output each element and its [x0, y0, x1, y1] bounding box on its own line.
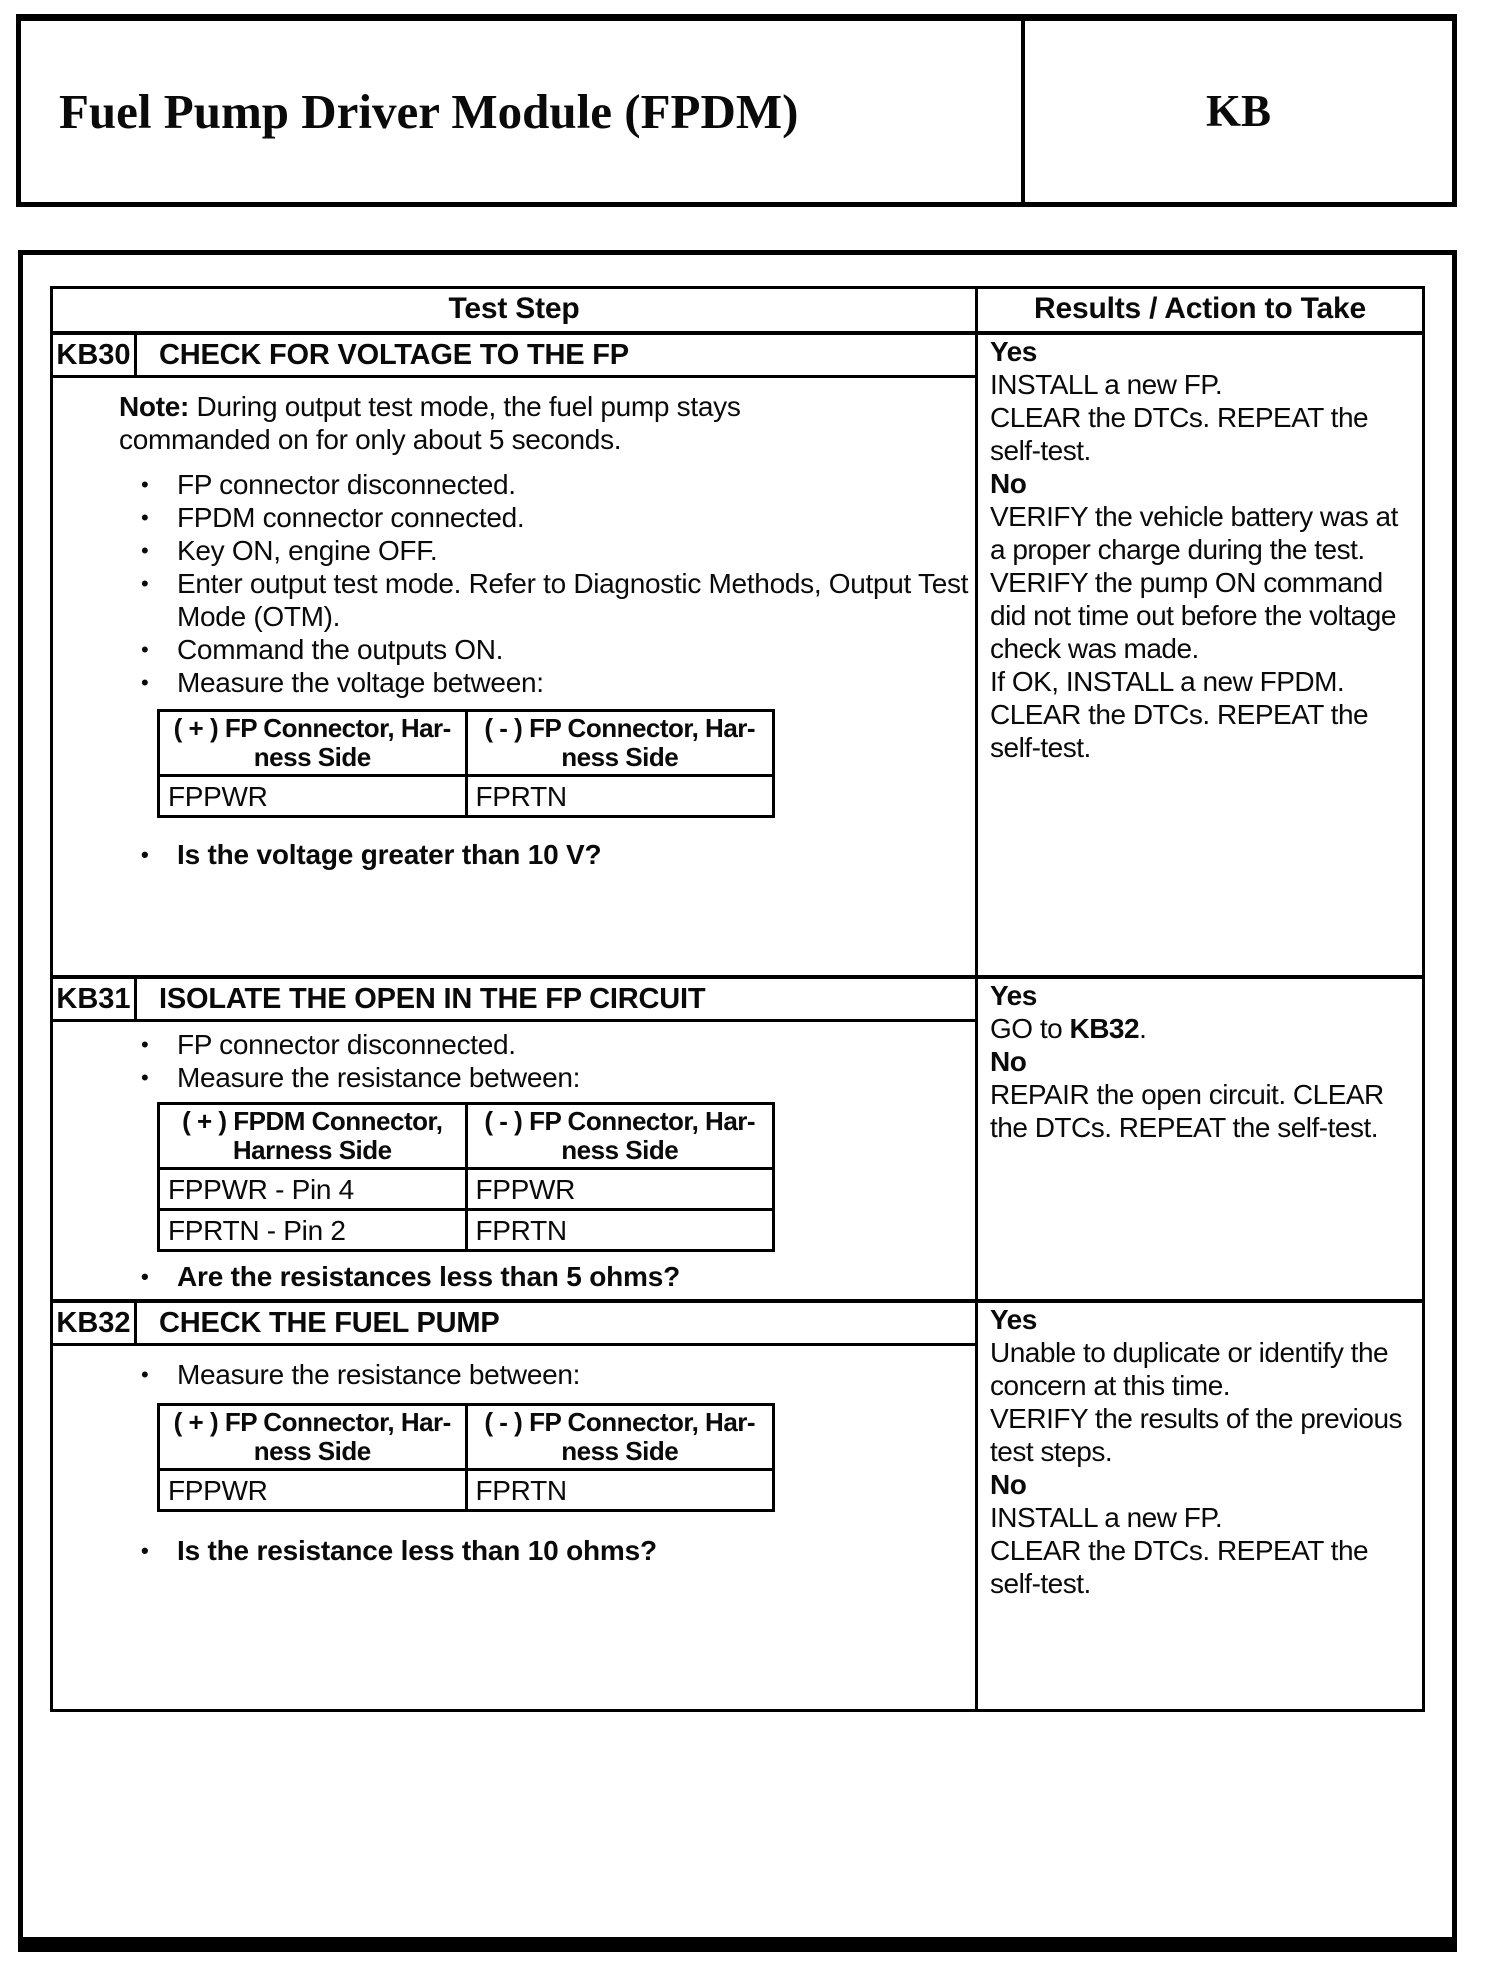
kb32-question: • Is the resistance less than 10 ohms?: [141, 1535, 657, 1566]
bullet-icon: •: [141, 1362, 149, 1387]
document-header: [16, 14, 1457, 207]
note-body: During output test mode, the fuel pump stays commanded on for only about 5 seconds.: [119, 391, 741, 455]
result-no-label: No: [990, 1046, 1027, 1077]
bullet-icon: •: [141, 538, 149, 563]
kb32-results-cell: [978, 1303, 1422, 1709]
connector-negative-header: ( - ) FP Connector, Har- ness Side: [466, 1104, 774, 1169]
note-label: Note:: [119, 391, 190, 422]
connector-table-row: [159, 1169, 774, 1210]
kb30-question: • Is the voltage greater than 10 V?: [141, 839, 602, 870]
step-title: CHECK FOR VOLTAGE TO THE FP: [159, 338, 629, 371]
connector-pin-cell: FPRTN: [466, 776, 774, 817]
result-text: Unable to duplicate or identify the concern at this time.: [990, 1337, 1389, 1401]
step-id-badge: KB32: [53, 1303, 137, 1343]
bullet-item: • Measure the resistance between:: [141, 1359, 581, 1390]
kb31-connector-table: [157, 1102, 775, 1252]
kb32-bullet-list: [53, 1358, 975, 1391]
kb31-test-step-cell: [53, 979, 978, 1299]
kb31-bullet-list: [53, 1028, 975, 1094]
bullet-icon: •: [141, 1065, 149, 1090]
connector-pin-cell: FPPWR: [466, 1169, 774, 1210]
bullet-icon: •: [141, 472, 149, 497]
result-text: CLEAR the DTCs. REPEAT the self-test.: [990, 1535, 1369, 1599]
kb31-results-cell: [978, 979, 1422, 1299]
connector-negative-header: ( - ) FP Connector, Har- ness Side: [466, 1405, 774, 1470]
result-no-label: No: [990, 468, 1027, 499]
connector-pin-cell: FPPWR - Pin 4: [159, 1169, 467, 1210]
kb31-question: • Are the resistances less than 5 ohms?: [141, 1261, 681, 1292]
kb30-title-row: [53, 335, 975, 378]
bullet-icon: •: [141, 842, 149, 867]
connector-negative-header: ( - ) FP Connector, Har- ness Side: [466, 711, 774, 776]
note-text: [119, 390, 881, 456]
bullet-item: • Enter output test mode. Refer to Diagnostic Methods, Output Test Mode (OTM).: [141, 568, 969, 632]
section-code: KB: [1205, 86, 1272, 136]
test-step-kb30: [53, 335, 1422, 979]
result-text: CLEAR the DTCs. REPEAT the self-test.: [990, 699, 1369, 763]
result-text: REPAIR the open circuit. CLEAR the DTCs. REPEAT the self-test.: [990, 1079, 1384, 1143]
result-yes-label: Yes: [990, 980, 1037, 1011]
kb31-title-row: [53, 979, 975, 1022]
column-header-results: Results / Action to Take: [1034, 292, 1366, 325]
connector-pin-cell: FPRTN - Pin 2: [159, 1210, 467, 1251]
kb30-results-cell: [978, 335, 1422, 975]
kb30-test-step-cell: [53, 335, 978, 975]
test-step-kb31: [53, 979, 1422, 1303]
connector-table-row: [159, 776, 774, 817]
kb32-connector-table: [157, 1403, 775, 1512]
kb30-connector-table: [157, 709, 775, 818]
bullet-item: • FPDM connector connected.: [141, 502, 525, 533]
connector-positive-header: ( + ) FPDM Connector, Harness Side: [159, 1104, 467, 1169]
result-text: INSTALL a new FP.: [990, 1502, 1223, 1533]
kb32-test-step-cell: [53, 1303, 978, 1709]
bullet-item: • FP connector disconnected.: [141, 469, 516, 500]
bullet-item: • Measure the resistance between:: [141, 1062, 581, 1093]
pinpoint-test-table: [50, 286, 1425, 1712]
result-yes-label: Yes: [990, 336, 1037, 367]
connector-pin-cell: FPRTN: [466, 1210, 774, 1251]
document-title-cell: [21, 21, 1025, 202]
result-text: CLEAR the DTCs. REPEAT the self-test.: [990, 402, 1369, 466]
step-title: ISOLATE THE OPEN IN THE FP CIRCUIT: [159, 982, 706, 1015]
result-text: If OK, INSTALL a new FPDM.: [990, 666, 1345, 697]
connector-pin-cell: FPRTN: [466, 1470, 774, 1511]
connector-table-row: [159, 1470, 774, 1511]
result-text: INSTALL a new FP.: [990, 369, 1223, 400]
connector-positive-header: ( + ) FP Connector, Har- ness Side: [159, 711, 467, 776]
table-header-row: [53, 289, 1422, 335]
kb30-bullet-list: [53, 468, 975, 699]
bullet-item: • Measure the voltage between:: [141, 667, 544, 698]
bullet-item: • FP connector disconnected.: [141, 1029, 516, 1060]
connector-pin-cell: FPPWR: [159, 1470, 467, 1511]
result-no-label: No: [990, 1469, 1027, 1500]
bullet-icon: •: [141, 637, 149, 662]
test-step-kb32: [53, 1303, 1422, 1709]
connector-table-header-row: [159, 711, 774, 776]
bullet-icon: •: [141, 1032, 149, 1057]
connector-pin-cell: FPPWR: [159, 776, 467, 817]
connector-table-header-row: [159, 1104, 774, 1169]
bullet-icon: •: [141, 1264, 149, 1289]
result-text: VERIFY the pump ON command did not time out before the voltage check was made.: [990, 567, 1396, 664]
bullet-icon: •: [141, 505, 149, 530]
step-id-badge: KB30: [53, 335, 137, 375]
bullet-item: • Key ON, engine OFF.: [141, 535, 438, 566]
bullet-item: • Command the outputs ON.: [141, 634, 504, 665]
connector-table-header-row: [159, 1405, 774, 1470]
kb32-title-row: [53, 1303, 975, 1346]
connector-table-row: [159, 1210, 774, 1251]
step-reference: KB32: [1069, 1013, 1140, 1044]
result-yes-label: Yes: [990, 1304, 1037, 1335]
connector-positive-header: ( + ) FP Connector, Har- ness Side: [159, 1405, 467, 1470]
step-id-badge: KB31: [53, 979, 137, 1019]
bullet-icon: •: [141, 1538, 149, 1563]
result-text: GO to KB32.: [990, 1013, 1147, 1044]
bullet-icon: •: [141, 571, 149, 596]
result-text: VERIFY the results of the previous test steps.: [990, 1403, 1403, 1467]
bullet-icon: •: [141, 670, 149, 695]
page-title: Fuel Pump Driver Module (FPDM): [59, 84, 799, 139]
column-header-test-step: Test Step: [53, 289, 978, 331]
result-text: VERIFY the vehicle battery was at a proper charge during the test.: [990, 501, 1398, 565]
step-title: CHECK THE FUEL PUMP: [159, 1306, 500, 1339]
section-code-cell: [1025, 21, 1452, 202]
